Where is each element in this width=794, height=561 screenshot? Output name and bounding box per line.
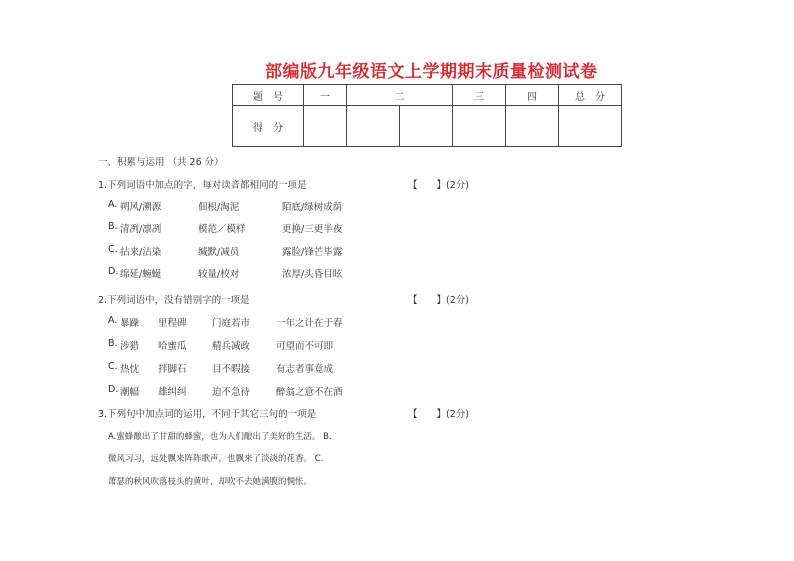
q1-option-label: C. [108, 244, 118, 255]
section-heading: 一、积累与运用 （共 26 分） [98, 157, 224, 168]
header-part-4: 四 [506, 85, 559, 106]
q2-option-word: 一年之计在于春 [276, 318, 343, 329]
score-cell [347, 106, 400, 147]
q1-option-word: 浓厚/头昏目眩 [282, 269, 343, 280]
score-cell [559, 106, 622, 147]
q2-option-word: 门庭若市 [212, 318, 251, 329]
q1-option-word: 绵延/蜿蜒 [120, 269, 162, 280]
q2-option-label: C. [108, 361, 118, 372]
q1-option-word: 缄默/减员 [198, 247, 240, 258]
q2-option-label: B. [108, 338, 118, 349]
q1-option-label: B. [108, 221, 118, 232]
q2-option-word: 拌脚石 [158, 364, 187, 375]
q1-option-word: 清冽/凛冽 [120, 224, 162, 235]
q2-option-word: 可望而不可即 [276, 341, 334, 352]
question-1-mark: 【 】(2分) [408, 180, 469, 191]
header-part-3: 三 [453, 85, 506, 106]
q1-option-word: 朔风/溯源 [120, 202, 162, 213]
score-table [232, 84, 622, 147]
q2-option-word: 目不暇接 [212, 364, 251, 375]
q2-option-label: D. [108, 384, 119, 395]
exam-title: 部编版九年级语文上学期期末质量检测试卷 [265, 62, 598, 82]
question-2-mark: 【 】(2分) [408, 295, 469, 306]
header-question-number: 题 号 [233, 85, 304, 106]
q1-option-word: 较量/校对 [198, 269, 240, 280]
question-3-mark: 【 】(2分) [408, 409, 469, 420]
q2-option-word: 里程碑 [158, 318, 187, 329]
score-cell [453, 106, 506, 147]
q2-option-word: 热忱 [120, 364, 140, 375]
score-cell [304, 106, 347, 147]
row-label-score: 得 分 [233, 106, 304, 147]
header-part-1: 一 [304, 85, 347, 106]
q3-option-line: 微风习习，远处飘来阵阵歌声，也飘来了淡淡的花香。 C. [108, 454, 324, 464]
q1-option-label: A. [108, 199, 118, 210]
q2-option-word: 涉猎 [120, 341, 140, 352]
q2-option-word: 醉翁之意不在酒 [276, 387, 343, 398]
q1-option-word: 更换/三更半夜 [282, 224, 343, 235]
q1-option-word: 露脸/锋芒毕露 [282, 247, 343, 258]
q2-option-word: 迫不急待 [212, 387, 251, 398]
q1-option-word: 拈来/沾染 [120, 247, 162, 258]
question-3-stem: 3.下列句中加点词的运用，不同于其它三句的一项是 [98, 409, 317, 420]
score-cell [400, 106, 453, 147]
q1-option-word: 佃根/淘泥 [198, 202, 240, 213]
score-cell [506, 106, 559, 147]
q2-option-word: 暴躁 [120, 318, 140, 329]
score-table-header-row [233, 85, 622, 106]
q2-option-word: 有志者事竟成 [276, 364, 334, 375]
q1-option-word: 模范／模样 [198, 224, 246, 235]
q3-option-line: A.蜜蜂酿出了甘甜的蜂蜜，也为人们酿出了美好的生活。 B. [108, 432, 332, 442]
score-table-score-row [233, 106, 622, 147]
question-1-stem: 1.下列词语中加点的字，每对读音都相同的一项是 [98, 180, 307, 191]
q2-option-word: 哈蜜瓜 [158, 341, 187, 352]
q1-option-label: D. [108, 266, 119, 277]
header-total: 总 分 [559, 85, 622, 106]
q2-option-word: 潮幅 [120, 387, 140, 398]
q3-option-line: 萧瑟的秋风吹落枝头的黄叶，却吹不去她满腹的惆怅。 [108, 477, 313, 487]
q2-option-word: 精兵减政 [212, 341, 251, 352]
q1-option-word: 陌底/绿树成荫 [282, 202, 343, 213]
question-2-stem: 2.下列词语中，没有错别字的一项是 [98, 295, 250, 306]
header-part-2: 二 [347, 85, 453, 106]
q2-option-label: A. [108, 315, 118, 326]
q2-option-word: 雄纠纠 [158, 387, 187, 398]
